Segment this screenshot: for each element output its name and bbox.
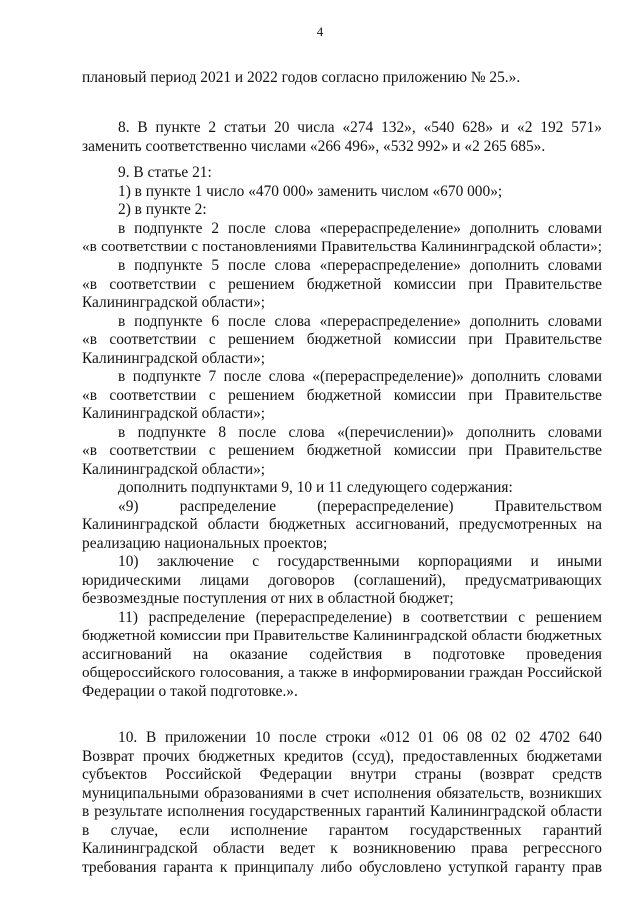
text-line: Калининградской области»; xyxy=(82,350,266,367)
text-line: «в соответствии с решением бюджетной комиссии при Правительстве xyxy=(82,276,602,293)
text-line: в подпункте 5 после слова «перераспределение» дополнить словами xyxy=(118,257,602,274)
text-line: Калининградской области бюджетных ассигнований, предусмотренных на xyxy=(82,516,602,533)
text-line: «в соответствии с постановлениями Правительства Калининградской области»; xyxy=(82,238,602,255)
page-number: 4 xyxy=(316,24,324,39)
text-line: 11) распределение (перераспределение) в соответствии с решением xyxy=(118,609,602,626)
text-line: 2) в пункте 2: xyxy=(118,201,207,218)
text-line: заменить соответственно числами «266 496», «532 992» и «2 265 685». xyxy=(82,138,546,155)
text-line: «в соответствии с решением бюджетной комиссии при Правительстве xyxy=(82,387,602,404)
text-line: 9. В статье 21: xyxy=(118,164,212,181)
text-line: бюджетной комиссии при Правительстве Калининградской области бюджетных xyxy=(82,627,602,644)
text-line: 10. В приложении 10 после строки «012 01 06 08 02 02 4702 640 xyxy=(118,729,602,746)
text-line: «в соответствии с решением бюджетной комиссии при Правительстве xyxy=(82,331,602,348)
text-line: в результате исполнения государственных гарантий Калининградской области xyxy=(82,803,602,820)
text-line: в подпункте 2 после слова «перераспределение» дополнить словами xyxy=(118,220,602,237)
text-line: Возврат прочих бюджетных кредитов (ссуд), предоставленных бюджетами xyxy=(82,748,602,765)
text-line: в подпункте 8 после слова «(перечислении)» дополнить словами xyxy=(118,424,602,441)
text-line: в подпункте 6 после слова «перераспределение» дополнить словами xyxy=(118,313,602,330)
text-line: муниципальными образованиями в счет исполнения обязательств, возникших xyxy=(82,785,602,802)
text-line: дополнить подпунктами 9, 10 и 11 следующего содержания: xyxy=(118,479,513,496)
text-line: реализацию национальных проектов; xyxy=(82,535,328,552)
text-line: в случае, если исполнение гарантом государственных гарантий xyxy=(82,822,602,839)
text-line: 10) заключение с государственными корпорациями и иными xyxy=(118,553,602,570)
text-line: Калининградской области»; xyxy=(82,405,266,422)
text-line: «в соответствии с решением бюджетной комиссии при Правительстве xyxy=(82,442,602,459)
text-line: юридическими лицами договоров (соглашений), предусматривающих xyxy=(82,572,602,589)
text-line: Калининградской области ведет к возникновению права регрессного xyxy=(82,840,602,857)
text-line: 8. В пункте 2 статьи 20 числа «274 132», «540 628» и «2 192 571» xyxy=(118,119,602,136)
text-line: Калининградской области»; xyxy=(82,294,266,311)
text-line: Федерации о такой подготовке.». xyxy=(82,683,298,700)
text-line: 1) в пункте 1 число «470 000» заменить числом «670 000»; xyxy=(118,183,503,200)
text-line: общероссийского голосования, а также в информировании граждан Российской xyxy=(82,664,602,681)
text-line: субъектов Российской Федерации внутри страны (возврат средств xyxy=(82,766,602,783)
text-line: «9) распределение (перераспределение) Правительством xyxy=(118,498,602,515)
text-line: безвозмездные поступления от них в областной бюджет; xyxy=(82,590,454,607)
text-line: плановый период 2021 и 2022 годов согласно приложению № 25.». xyxy=(82,69,521,86)
text-line: в подпункте 7 после слова «(перераспределение)» дополнить словами xyxy=(118,368,602,385)
text-line: ассигнований на оказание содействия в подготовке проведения xyxy=(82,646,602,663)
text-line: Калининградской области»; xyxy=(82,461,266,478)
text-line: требования гаранта к принципалу либо обусловлено уступкой гаранту прав xyxy=(82,859,602,876)
